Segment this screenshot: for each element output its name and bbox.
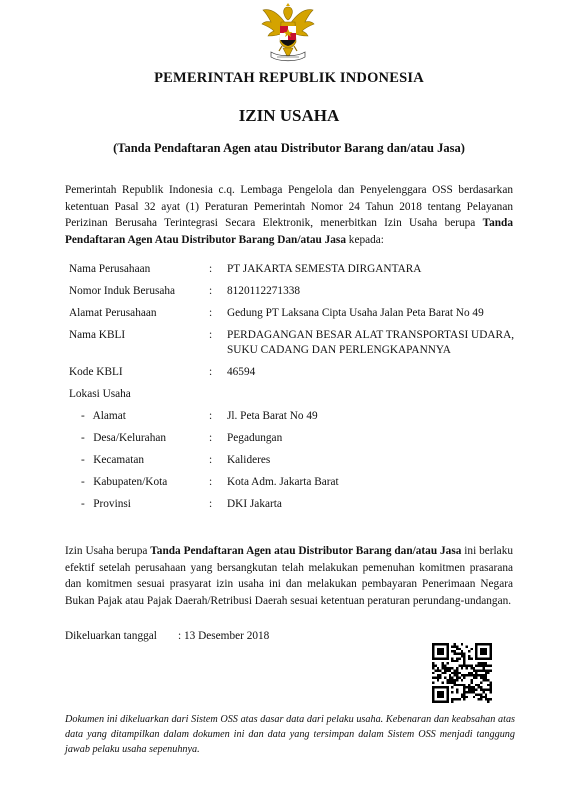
intro-tail-text: kepada: [345, 233, 384, 246]
closing-bold-text: Tanda Pendaftaran Agen atau Distributor Barang dan/atau Jasa [150, 545, 462, 557]
detail-value: PT JAKARTA SEMESTA DIRGANTARA [227, 263, 422, 275]
document-title: IZIN USAHA [238, 106, 340, 125]
detail-colon: : [209, 410, 213, 422]
detail-label: Kode KBLI [69, 366, 123, 378]
issued-date-value: 13 Desember 2018 [183, 630, 270, 642]
government-header: PEMERINTAH REPUBLIK INDONESIA [154, 70, 424, 86]
footnote-disclaimer: Dokumen ini dikeluarkan dari Sistem OSS atas dasar data dari pelaku usaha. Kebenaran dan keabsahan atas data yang ditampilkan dalam dokumen ini dan data yang tersimpan dalam Sistem OSS menjadi tanggung jawab pelaku usaha sepenuhnya. [65, 714, 515, 755]
detail-colon: : [209, 476, 213, 488]
detail-label: - Desa/Kelurahan [81, 432, 167, 444]
detail-colon: : [209, 454, 213, 466]
closing-lead-text: Izin Usaha berupa [65, 545, 151, 557]
detail-value: 8120112271338 [227, 285, 301, 297]
detail-label: - Kabupaten/Kota [81, 476, 168, 488]
issued-date-colon: : [178, 630, 182, 642]
location-heading: Lokasi Usaha [69, 388, 131, 400]
detail-value: Gedung PT Laksana Cipta Usaha Jalan Peta Barat No 49 [227, 307, 484, 319]
detail-colon: : [209, 329, 213, 341]
detail-colon: : [209, 285, 213, 297]
intro-bold-text: Tanda Pendaftaran Agen Atau Distributor Barang Dan/atau Jasa [65, 217, 513, 246]
detail-label: - Kecamatan [81, 454, 145, 466]
closing-paragraph [65, 543, 513, 609]
detail-label: - Provinsi [81, 498, 131, 510]
closing-text: ini berlaku efektif setelah perusahaan yang bersangkutan telah melakukan pemenuhan komitmen prasarana dan komitmen sesuai prasyarat izin usaha ini dan melakukan pembayaran Penerimaan Negara Bukan Pajak atau Pajak Daerah/Retribusi Daerah sesuai ketentuan peraturan perundang-undangan. [65, 545, 513, 607]
intro-paragraph [65, 182, 513, 248]
issued-date [65, 630, 270, 642]
detail-colon: : [209, 432, 213, 444]
detail-label: Nama KBLI [69, 329, 126, 341]
detail-value: Kalideres [227, 454, 271, 466]
detail-value: Pegadungan [227, 432, 283, 444]
detail-value: Kota Adm. Jakarta Barat [227, 476, 339, 488]
garuda-pancasila-emblem-icon [259, 2, 317, 64]
detail-colon: : [209, 307, 213, 319]
issued-date-label: Dikeluarkan tanggal [65, 630, 157, 642]
document-subtitle: (Tanda Pendaftaran Agen atau Distributor Barang dan/atau Jasa) [113, 141, 465, 155]
detail-value: 46594 [227, 366, 256, 378]
detail-colon: : [209, 366, 213, 378]
qr-code-icon [432, 643, 492, 703]
detail-value: Jl. Peta Barat No 49 [227, 410, 318, 422]
detail-label: - Alamat [81, 410, 126, 422]
intro-text: Pemerintah Republik Indonesia c.q. Lembaga Pengelola dan Penyelenggara OSS berdasarkan ketentuan Pasal 32 ayat (1) Peraturan Pemerintah Nomor 24 Tahun 2018 tentang Pelayanan Perizinan Berusaha Terintegrasi Secara Elektronik, menerbitkan Izin Usaha berupa [65, 184, 513, 230]
detail-label: Nama Perusahaan [69, 263, 151, 275]
issued-date-value-wrap [178, 630, 269, 642]
detail-colon: : [209, 498, 213, 510]
detail-value: PERDAGANGAN BESAR ALAT TRANSPORTASI UDARA, SUKU CADANG DAN PERLENGKAPANNYA [227, 329, 515, 356]
detail-label: Nomor Induk Berusaha [69, 285, 176, 297]
detail-value: DKI Jakarta [227, 498, 282, 510]
detail-colon: : [209, 263, 213, 275]
detail-label: Alamat Perusahaan [69, 307, 157, 319]
